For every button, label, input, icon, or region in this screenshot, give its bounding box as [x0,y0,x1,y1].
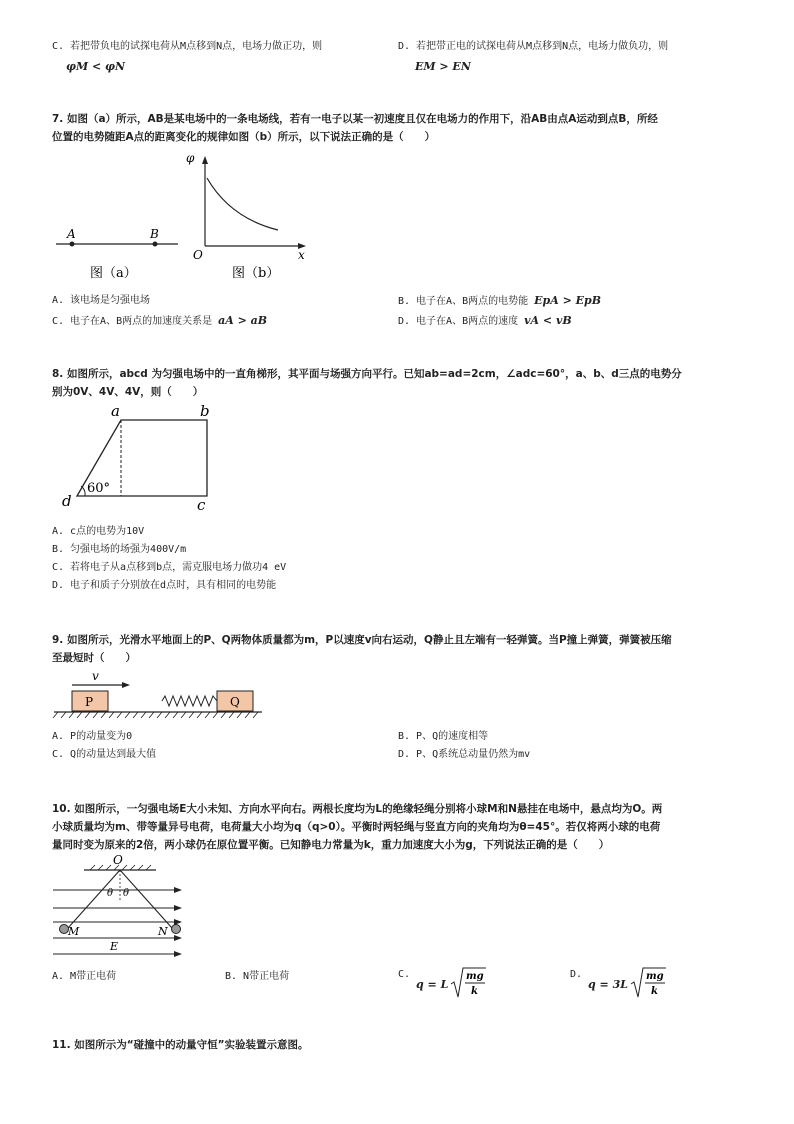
q6-option-c-text: C. 若把带负电的试探电荷从M点移到N点，电场力做正功，则 [52,41,323,52]
q7-option-a: A. 该电场是匀强电场 [52,295,151,306]
q10-option-a: A. M带正电荷 [52,971,117,982]
point-b [153,242,158,247]
fig-a-caption: 图（a） [90,266,137,281]
string-m [68,870,120,928]
q7-stem-line2: 位置的电势随距A点的距离变化的规律如图（b）所示，以下说法正确的是（ ） [52,131,436,143]
label-x: x [298,248,305,262]
q10-option-d-denominator: k [651,986,658,997]
q6-option-d-math: EM > EN [415,60,471,73]
q7-option-b-math: EpA > EpB [534,294,601,307]
q10-option-c-lhs: q = L [416,978,449,991]
q7-option-b [398,292,601,311]
point-a [70,242,75,247]
q10-option-d-numerator: mg [646,971,664,982]
q7-option-b-text: B. 电子在A、B两点的电势能 [398,296,529,307]
spring [162,696,217,706]
q11-stem: 11. 如图所示为“碰撞中的动量守恒”实验装置示意图。 [52,1039,309,1051]
label-o: O [193,248,203,262]
phi-axis-arrow [202,156,208,164]
label-a: A [67,227,76,241]
potential-curve [207,178,278,230]
label-b: B [150,227,159,241]
field-arrowheads [174,887,182,957]
label-e: E [110,940,119,953]
q10-stem-line2: 小球质量均为m、带等量异号电荷，电荷量大小均为q（q>0）。平衡时两轻绳与竖直方向的夹角均为θ=45°。若仅将两小球的电荷 [52,821,661,833]
q7-option-d-text: D. 电子在A、B两点的速度 [398,316,519,327]
q9-option-a: A. P的动量变为0 [52,731,133,742]
label-o: O [113,853,123,867]
label-c: c [197,496,206,514]
q7-figure [50,150,320,285]
q7-option-c-text: C. 电子在A、B两点的加速度关系是 [52,316,213,327]
q8-option-b: B. 匀强电场的场强为400V/m [52,544,187,555]
q6-option-d-text: D. 若把带正电的试探电荷从M点移到N点，电场力做负功，则 [398,41,669,52]
q8-option-a: A. c点的电势为10V [52,526,145,537]
q10-option-d-sqrt [630,966,668,1000]
q7-option-d-math: vA < vB [524,314,572,327]
q7-option-c-math: aA > aB [218,314,268,327]
q9-option-d: D. P、Q系统总动量仍然为mv [398,749,531,760]
label-p: P [85,695,94,709]
label-b: b [200,402,210,420]
q10-option-c-sqrt [450,966,488,1000]
label-v: v [92,669,99,683]
label-d: d [62,492,72,510]
q7-stem-line1: 7. 如图（a）所示，AB是某电场中的一条电场线，若有一电子以某一初速度且仅在电场力的作用下，沿AB由点A运动到点B，所经 [52,113,658,125]
q9-option-c: C. Q的动量达到最大值 [52,749,157,760]
velocity-arrowhead [122,682,130,688]
q8-option-c: C. 若将电子从a点移到b点，需克服电场力做功4 eV [52,562,287,573]
q9-stem-line2: 至最短时（ ） [52,652,136,664]
label-a: a [111,402,120,420]
q9-option-b: B. P、Q的速度相等 [398,731,489,742]
q8-stem-line1: 8. 如图所示，abcd 为匀强电场中的一直角梯形，其平面与场强方向平行。已知ab=ad=2cm，∠adc=60°，a、b、d三点的电势分 [52,368,682,380]
q9-stem-line1: 9. 如图所示，光滑水平地面上的P、Q两物体质量都为m，P以速度v向右运动，Q静止且左端有一轻弹簧。当P撞上弹簧，弹簧被压缩 [52,634,672,646]
q10-option-d-label: D. [570,969,583,980]
q10-option-d-lhs: q = 3L [588,978,628,991]
ball-n [172,925,181,934]
q10-stem-line1: 10. 如图所示，一匀强电场E大小未知、方向水平向右。两根长度均为L的绝缘轻绳分别将小球M和N悬挂在电场中，悬点均为O。两 [52,803,663,815]
q10-pendulum-figure [50,852,190,962]
q10-option-c-label: C. [398,969,411,980]
label-theta-right: θ [123,888,130,899]
label-theta-left: θ [107,888,114,899]
q6-option-c [52,38,322,56]
ground-hatching [53,712,258,718]
label-q: Q [230,695,240,709]
q9-collision-figure [50,668,270,723]
q8-trapezoid-figure [55,400,225,515]
q7-option-d [398,312,572,331]
q7-option-c [52,312,267,331]
q8-stem-line2: 别为0V、4V、4V，则（ ） [52,386,204,398]
q6-option-d [398,38,668,56]
fig-b-caption: 图（b） [232,266,280,281]
q6-option-c-math: φM < φN [66,60,126,73]
label-angle: 60° [87,481,111,496]
q10-stem-line3: 量同时变为原来的2倍，两小球仍在原位置平衡。已知静电力常量为k，重力加速度大小为g，下列说法正确的是（ ） [52,839,610,851]
label-n: N [158,925,168,938]
label-m: M [68,925,80,938]
q10-option-c-numerator: mg [466,971,484,982]
q8-option-d: D. 电子和质子分别放在d点时，具有相同的电势能 [52,580,277,591]
string-n [120,870,172,928]
q10-option-c-denominator: k [471,986,478,997]
q10-option-b: B. N带正电荷 [225,971,290,982]
label-phi: φ [186,151,195,165]
